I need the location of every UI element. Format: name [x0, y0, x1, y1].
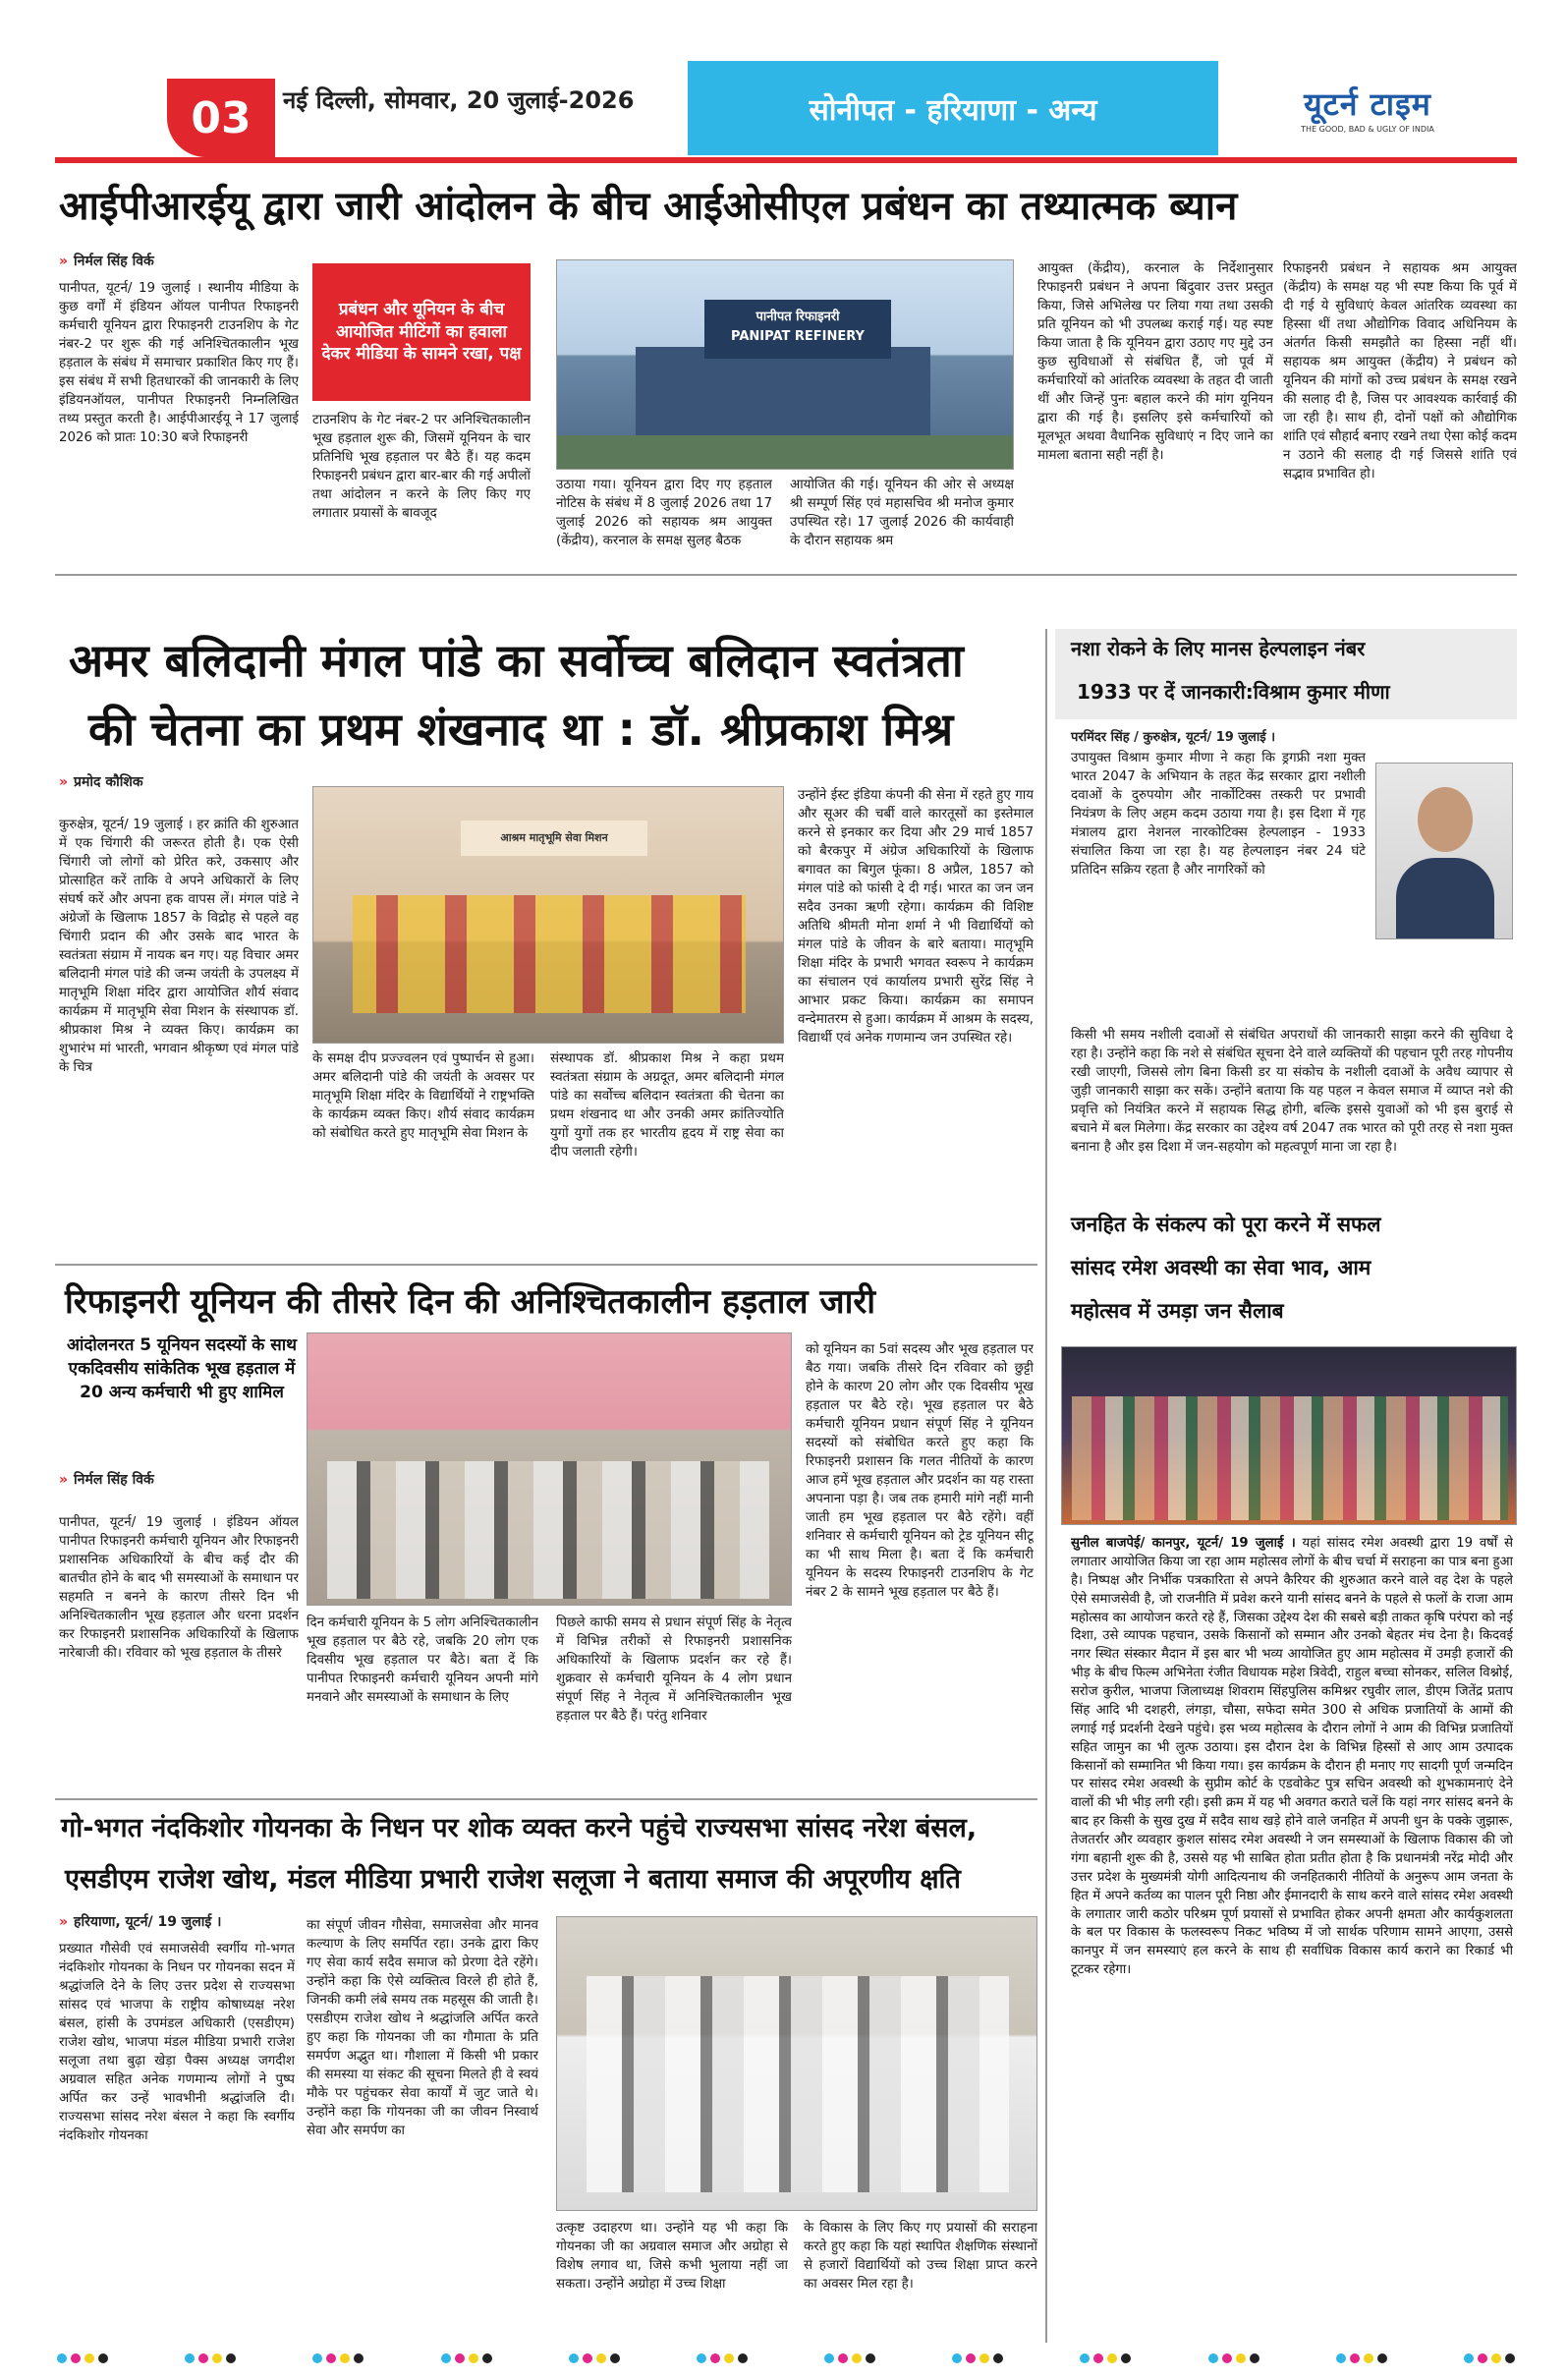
sidebar2-text: यहां सांसद रमेश अवस्थी द्वारा 19 वर्षों से लगातार आयोजित किया जा रहा आम महोत्सव लोगों के बीच चर्चा में सराहना का पात्र बना हुआ है। निष्पक्ष और निर्भीक पत्रकारिता से अपने कैरियर की शुरुआत करने वाले वह देश के पहले ऐसे समाजसेवी है, जो राजनीति में प्रवेश करने यानी सांसद बनने के पहले से फलों के राजा आम महोत्सव का आयोजन करते रहे हैं, जिसका उद्देश्य देश की सबसे बड़ी ताकत कृषि परंपरा को नई दिशा, उसे व्यापक पहचान, उसके किसानों को सम्मान और उनको बेहतर मंच देना है। किदवई नगर स्थित संस्कार मैदान में इस बार भी भव्य आयोजित हुए आम महोत्सव में उमड़ी हजारों की भीड़ के बीच फिल्म अभिनेता रंजीत विधायक महेश त्रिवेदी, राहुल बच्चा सोनकर, सलिल विश्नोई, सरोज कुरील, भाजपा जिलाध्यक्ष शिवराम सिंहपुलिस कमिश्नर रघुवीर लाल, डीएम जितेंद्र प्रताप सिंह आदि भी दशहरी, लंगड़ा, चौसा, सफेदा समेत 300 से अधिक प्रजातियों के आमों की लगाई गई प्रदर्शनी देखने पहुंचे। इस भव्य महोत्सव के दौरान लोगों ने आम की विभिन्न प्रजातियों सहित जामुन का भी लुत्फ उठाया। इस दौरान देश के विभिन्न हिस्सों से आए आम उत्पादक किसानों को सम्मानित भी किया गया। इस कार्यक्रम के दौरान ही मनाए गए सादगी पूर्ण जन्मदिन पर सांसद रमेश अवस्थी के सुप्रीम कोर्ट के एडवोकेट पुत्र सचिन अवस्थी को शुभकामनाएं देने वालों की भी भीड़ लगी रही। इसी क्रम में यह भी अवगत कराते चलें कि यहां नगर सांसद बनने के बाद हर किसी के सुख दुख में सदैव साथ खड़े होने वाले जनहित में अपनी धुन के पक्के जुझारू, तेजतर्रार और व्यवहार कुशल सांसद रमेश अवस्थी ने जन समस्याओं के खिलाफ विकास की जो गंगा बहानी शुरू की है, उससे यह भी साबित होता प्रतीत होता है कि प्रधानमंत्री नरेंद्र मोदी और उत्तर प्रदेश के मुख्यमंत्री योगी आदित्यनाथ की जनहितकारी नीतियों के अनुरूप आम जनता के हित में अपने कर्तव्य का पालन पूरी निष्ठा और ईमानदारी के साथ करने वाले सांसद रमेश अवस्थी के लगातार जारी कठोर परिश्रम पूर्ण प्रयासों से प्रभावित होकर अपनी क्षमता और कार्यकुशलता के बल पर विकास के फलस्वरूप निकट भविष्य में जो सार्थक परिणाम सामने आएगा, उससे कानपुर में जन समस्याएं हल करने के साथ ही सर्वाधिक विकास कार्य कराने का रिकार्ड भी टूटकर रहेगा। — [1071, 1536, 1513, 1978]
article4-headline-line1: गो-भगत नंदकिशोर गोयनका के निधन पर शोक व्यक्त करने पहुंचे राज्यसभा सांसद नरेश बंसल, — [61, 1813, 978, 1843]
article3-col2: दिन कर्मचारी यूनियन के 5 लोग अनिश्चितकालीन भूख हड़ताल पर बैठे रहे, जबकि 20 लोग एक दिवसीय भूख हड़ताल पर बैठे। बता दें कि पानीपत रिफाइनरी कर्मचारी यूनियन अपनी मांगे मनवाने और समस्याओं के समाधान के लिए — [307, 1615, 538, 1706]
dateline: नई दिल्ली, सोमवार, 20 जुलाई-2026 — [283, 86, 635, 114]
section-banner: सोनीपत - हरियाणा - अन्य — [688, 61, 1218, 155]
sidebar1-headline-line1: नशा रोकने के लिए मानस हेल्पलाइन नंबर — [1071, 637, 1366, 660]
article3-headline: रिफाइनरी यूनियन की तीसरे दिन की अनिश्चितकालीन हड़ताल जारी — [65, 1282, 876, 1322]
article4-col2: का संपूर्ण जीवन गौसेवा, समाजसेवा और मानव कल्याण के लिए समर्पित रहा। उनके द्वारा किए गए सेवा कार्य सदैव समाज को प्रेरणा देते रहेंगे। उन्होंने कहा कि ऐसे व्यक्तित्व विरले ही होते हैं, जिनकी कमी लंबे समय तक महसूस की जाती है। एसडीएम राजेश खोथ ने श्रद्धांजलि अर्पित करते हुए कहा कि गोयनका जी का गौमाता के प्रति समर्पण अद्भुत था। गौशाला में किसी भी प्रकार की समस्या या संकट की सूचना मिलते ही वे स्वयं मौके पर पहुंचकर सेवा कार्यों में जुट जाते थे। उन्होंने कहा कि गोयनका जी का जीवन निस्वार्थ सेवा और समर्पण का — [307, 1918, 538, 2139]
sidebar2-byline: सुनील बाजपेई/ कानपुर, यूटर्न/ 19 जुलाई । — [1071, 1536, 1296, 1551]
divider — [55, 1798, 1037, 1800]
article4-col1: प्रख्यात गौसेवी एवं समाजसेवी स्वर्गीय गो-भगत नंदकिशोर गोयनका के निधन पर गोयनका सदन में श्रद्धांजलि देने के लिए उत्तर प्रदेश से राज्यसभा सांसद एवं भाजपा के राष्ट्रीय कोषाध्यक्ष नरेश बंसल, हांसी के उपमंडल अधिकारी (एसडीएम) राजेश खोथ, भाजपा मंडल मीडिया प्रभारी राजेश सलूजा तथा बुढ़ा खेड़ा पैक्स अध्यक्ष जगदीश अग्रवाल सहित अनेक गणमान्य लोगों ने पुष्प अर्पित कर उन्हें भावभीनी श्रद्धांजलि दी। राज्यसभा सांसद नरेश बंसल ने कहा कि स्वर्गीय नंदकिशोर गोयनका — [59, 1942, 295, 2144]
sidebar1-text-bottom: किसी भी समय नशीली दवाओं से संबंधित अपराधों की जानकारी साझा करने की सुविधा दे रहा है। उन्होंने कहा कि नशे से संबंधित सूचना देने वाले व्यक्तियों की पहचान पूरी तरह गोपनीय रखी जाएगी, जिससे लोग बिना किसी डर या संकोच के नशीली दवाओं के अवैध व्यापार से जुड़ी जानकारी साझा कर सकें। उन्होंने बताया कि यह पहल न केवल समाज में व्याप्त नशे की प्रवृत्ति को नियंत्रित करने में सहायक सिद्ध होगी, बल्कि इससे युवाओं को भी इस बुराई से बचाने में बल मिलेगा। केंद्र सरकार का उद्देश्य वर्ष 2047 तक भारत को पूरी तरह से नशा मुक्त बनाना है और इस दिशा में जन-सहयोग को महत्वपूर्ण माना जा रहा है। — [1071, 1028, 1513, 1156]
article3-byline-text: निर्मल सिंह विर्क — [74, 1472, 154, 1488]
article2-col4: उन्होंने ईस्ट इंडिया कंपनी की सेना में रहते हुए गाय और सूअर की चर्बी वाले कारतूसों का इस्तेमाल करने से इनकार कर दिया और 29 मार्च 1857 को बैरकपुर में अंग्रेज अधिकारियों के खिलाफ बगावत का बिगुल फूंका। 8 अप्रैल, 1857 को मंगल पांडे को फांसी दे दी गई। भारत का जन जन सदैव उनका ऋणी रहेगा। कार्यक्रम की विशिष्ट अतिथि श्रीमती मोना शर्मा ने भी विद्यार्थियों को मंगल पांडे के जीवन के बारे बताया। मातृभूमि शिक्षा मंदिर के प्रभारी भगवत स्वरूप ने कार्यक्रम का संचालन एवं कार्यालय प्रभारी सुरेंद्र सिंह ने आभार प्रकट किया। कार्यक्रम का समापन वन्देमातरम से हुआ। कार्यक्रम में आश्रम के सदस्य, विद्यार्थी एवं अनेक गणमान्य जन उपस्थित रहे। — [798, 788, 1034, 1047]
article3-col3: पिछले काफी समय से प्रधान संपूर्ण सिंह के नेतृत्व में विभिन्न तरीकों से रिफाइनरी प्रशासनिक अधिकारियों के खिलाफ प्रदर्शन कर रहे हैं। शुक्रवार से कर्मचारी यूनियन के 4 लोग प्रधान संपूर्ण सिंह ने नेतृत्व में अनिश्चितकालीन भूख हड़ताल पर बैठे हैं। परंतु शनिवार — [556, 1615, 792, 1725]
article4-col4: के विकास के लिए किए गए प्रयासों की सराहना करते हुए कहा कि यहां स्थापित शैक्षणिक संस्थानों से हजारों विद्यार्थियों को उच्च शिक्षा प्राप्त करने का अवसर मिल रहा है। — [804, 2221, 1037, 2293]
divider — [55, 574, 1517, 576]
article2-byline: » प्रमोद कौशिक — [59, 774, 143, 790]
refinery-photo — [556, 259, 1014, 470]
article1-headline: आईपीआरईयू द्वारा जारी आंदोलन के बीच आईओसीएल प्रबंधन का तथ्यात्मक ब्यान — [59, 184, 1238, 229]
article3-byline: » निर्मल सिंह विर्क — [59, 1472, 154, 1488]
article1-col4: आयोजित की गई। यूनियन की ओर से अध्यक्ष श्री सम्पूर्ण सिंह एवं महासचिव श्री मनोज कुमार उपस्थित रहे। 17 जुलाई 2026 की कार्यवाही के दौरान सहायक श्रम — [790, 478, 1014, 549]
article2-byline-text: प्रमोद कौशिक — [74, 774, 143, 790]
mango-festival-photo — [1061, 1346, 1517, 1525]
sidebar1-text-top: उपायुक्त विश्राम कुमार मीणा ने कहा कि ड्रगफ्री नशा मुक्त भारत 2047 के अभियान के तहत केंद्र सरकार द्वारा नशीली दवाओं के दुरुपयोग और नार्कोटिक्स तस्करी पर प्रभावी नियंत्रण के लिए अहम कदम उठाया गया है। इस दिशा में गृह मंत्रालय द्वारा नेशनल नारकोटिक्स हेल्पलाइन - 1933 संचालित किया जा रहा है। यह हेल्पलाइन नंबर 24 घंटे प्रतिदिन सक्रिय रहता है और नागरिकों को — [1071, 751, 1366, 878]
page-number: 03 — [167, 79, 275, 157]
article4-col3: उत्कृष्ट उदाहरण था। उन्होंने यह भी कहा कि गोयनका जी का अग्रवाल समाज और अग्रोहा से विशेष लगाव था, जिसे कभी भुलाया नहीं जा सकता। उन्होंने अग्रोहा में उच्च शिक्षा — [556, 2221, 788, 2293]
masthead — [1218, 61, 1517, 155]
official-portrait — [1375, 763, 1513, 939]
article2-col1: कुरुक्षेत्र, यूटर्न/ 19 जुलाई । हर क्रांति की शुरुआत में एक चिंगारी की जरूरत होती है। एक ऐसी चिंगारी जो लोगों को प्रेरित करे, उकसाए और प्रोत्साहित करें ताकि वे अपने अधिकारों के लिए संघर्ष करें और अपना हक वापस लें। मंगल पांडे ने अंग्रेजों के खिलाफ 1857 के विद्रोह से पहले वह चिंगारी प्रदान की और उसके बाद भारत के स्वतंत्रता संग्राम में नायक बन गए। यह विचार अमर बलिदानी मंगल पांडे की जन्म जयंती के उपलक्ष्य में मातृभूमि शिक्षा मंदिर द्वारा आयोजित शौर्य संवाद कार्यक्रम में मातृभूमि सेवा मिशन के संस्थापक डॉ. श्रीप्रकाश मिश्र ने व्यक्त किए। कार्यक्रम का शुभारंभ मां भारती, भगवान श्रीकृष्ण एवं मंगल पांडे के चित्र — [59, 818, 299, 1076]
masthead-name: यूटर्न टाइम — [1304, 85, 1431, 123]
article1-col2: टाउनशिप के गेट नंबर-2 पर अनिश्चितकालीन भूख हड़ताल शुरू की, जिसमें यूनियन के चार प्रतिनिधि भूख हड़ताल पर बैठे हैं। यह कदम रिफाइनरी प्रबंधन द्वारा बार-बार की गई अपीलों तथा आंदोलन न करने के लिए किए गए लगातार प्रयासों के बावजूद — [312, 413, 531, 522]
divider — [55, 1264, 1037, 1266]
refinery-sign-english: PANIPAT REFINERY — [731, 328, 865, 344]
article1-byline-text: निर्मल सिंह विर्क — [74, 254, 154, 269]
article4-byline: » हरियाणा, यूटर्न/ 19 जुलाई । — [59, 1914, 222, 1930]
article2-headline-line2: की चेतना का प्रथम शंखनाद था : डॉ. श्रीप्रकाश मिश्र — [88, 703, 954, 756]
column-divider — [1045, 629, 1047, 2343]
article2-headline-line1: अमर बलिदानी मंगल पांडे का सर्वोच्च बलिदान स्वतंत्रता — [69, 634, 964, 687]
sidebar1-headline-line2: 1933 पर दें जानकारी:विश्राम कुमार मीणा — [1077, 680, 1390, 704]
article3-subhead: आंदोलनरत 5 यूनियन सदस्यों के साथ एकदिवसीय सांकेतिक भूख हड़ताल में 20 अन्य कर्मचारी भी हुए शामिल — [66, 1335, 298, 1402]
article1-byline: » निर्मल सिंह विर्क — [59, 254, 154, 269]
strike-photo — [307, 1332, 792, 1606]
article1-col5: आयुक्त (केंद्रीय), करनाल के निर्देशानुसार रिफाइनरी प्रबंधन ने अपना बिंदुवार उत्तर प्रस्तुत किया, जिसे अभिलेख पर लिया गया तथा उसकी प्रति यूनियन को भी उपलब्ध कराई गई। यह स्पष्ट किया जाता है कि यूनियन द्वारा उठाए गए मुद्दे उन कुछ सुविधाओं से संबंधित हैं, जो पूर्व में कर्मचारियों को आंतरिक व्यवस्था के तहत दी जाती थीं और जिन्हें पुनः बहाल करने की मांग यूनियन द्वारा की गई है। इसलिए इसे कर्मचारियों को मूलभूत अथवा वैधानिक सुविधाएं न दिए जाने का मामला बताना सही नहीं है। — [1037, 261, 1273, 464]
condolence-photo — [556, 1916, 1037, 2211]
article4-byline-text: हरियाणा, यूटर्न/ 19 जुलाई । — [74, 1914, 222, 1930]
article1-col3: उठाया गया। यूनियन द्वारा दिए गए हड़ताल नोटिस के संबंध में 8 जुलाई 2026 तथा 17 जुलाई 2026 को सहायक श्रम आयुक्त (केंद्रीय), करनाल के समक्ष सुलह बैठक — [556, 478, 772, 549]
sidebar2-headline-line3: महोत्सव में उमड़ा जन सैलाब — [1071, 1299, 1284, 1323]
article1-highlight: प्रबंधन और यूनियन के बीच आयोजित मीटिंगों का हवाला देकर मीडिया के सामने रखा, पक्ष — [312, 263, 531, 401]
sidebar2-headline-line2: सांसद रमेश अवस्थी का सेवा भाव, आम — [1071, 1256, 1371, 1279]
article3-col1: पानीपत, यूटर्न/ 19 जुलाई । इंडियन ऑयल पानीपत रिफाइनरी कर्मचारी यूनियन और रिफाइनरी प्रशासनिक अधिकारियों के बीच कई दौर की बातचीत होने के बाद भी समस्याओं के समाधान पर सहमति न बनने के कारण तीसरे दिन भी अनिश्चितकालीन भूख हड़ताल और धरना प्रदर्शन कर रिफाइनरी प्रशासनिक अधिकारियों के खिलाफ नारेबाजी की। रविवार को भूख हड़ताल के तीसरे — [59, 1515, 299, 1662]
print-registration-marks — [55, 2351, 1517, 2366]
sidebar1-byline: परमिंदर सिंह / कुरुक्षेत्र, यूटर्न/ 19 जुलाई । — [1071, 730, 1276, 745]
sidebar2-headline-line1: जनहित के संकल्प को पूरा करने में सफल — [1071, 1213, 1381, 1236]
ashram-event-photo — [312, 786, 784, 1044]
ashram-banner: आश्रम मातृभूमि सेवा मिशन — [461, 821, 647, 856]
masthead-tagline: THE GOOD, BAD & UGLY OF INDIA — [1301, 125, 1434, 134]
article3-col4: को यूनियन का 5वां सदस्य और भूख हड़ताल पर बैठ गया। जबकि तीसरे दिन रविवार को छुट्टी होने के कारण 20 लोग और एक दिवसीय भूख हड़ताल पर बैठे रहे। भूख हड़ताल पर बैठे कर्मचारी यूनियन प्रधान संपूर्ण सिंह ने यूनियन सदस्यों को संबोधित करते हुए कहा कि रिफाइनरी प्रशासन कि गलत नीतियों के कारण आज हमें भूख हड़ताल और प्रदर्शन का यह रास्ता अपनाना पड़ा है। जब तक हमारी मांगे नहीं मानी जाती हम भूख हड़ताल पर बैठे रहेंगे। वहीं शनिवार से कर्मचारी यूनियन को ट्रेड यूनियन सीटू का भी साथ मिला है। बता दें कि कर्मचारी यूनियन के सदस्य रिफाइनरी टाउनशिप के गेट नंबर 2 के सामने भूख हड़ताल पर बैठे हैं। — [806, 1342, 1034, 1601]
article4-headline-line2: एसडीएम राजेश खोथ, मंडल मीडिया प्रभारी राजेश सलूजा ने बताया समाज की अपूरणीय क्षति — [65, 1864, 961, 1895]
article2-col2: के समक्ष दीप प्रज्ज्वलन एवं पुष्पार्चन से हुआ। अमर बलिदानी पांडे की जयंती के अवसर पर मातृभूमि शिक्षा मंदिर के विद्यार्थियों ने राष्ट्रभक्ति के कार्यक्रम व्यक्त किए। शौर्य संवाद कार्यक्रम को संबोधित करते हुए मातृभूमि सेवा मिशन के — [312, 1051, 534, 1142]
article2-col3: संस्थापक डॉ. श्रीप्रकाश मिश्र ने कहा प्रथम स्वतंत्रता संग्राम के अग्रदूत, अमर बलिदानी मंगल पांडे का सर्वोच्च बलिदान स्वतंत्रता की चेतना का प्रथम शंखनाद था और उनकी अमर क्रांतिज्योति युगों युगों तक हर भारतीय हृदय में राष्ट्र सेवा का दीप जलाती रहेगी। — [550, 1051, 784, 1161]
header-rule — [55, 157, 1517, 163]
refinery-sign-hindi: पानीपत रिफाइनरी — [756, 310, 840, 324]
article1-col1: पानीपत, यूटर्न/ 19 जुलाई । स्थानीय मीडिया के कुछ वर्गों में इंडियन ऑयल पानीपत रिफाइनरी कर्मचारी यूनियन द्वारा रिफाइनरी टाउनशिप के गेट नंबर-2 पर शुरू की गई अनिश्चितकालीन भूख हड़ताल के संबंध में समाचार प्रकाशित किए गए हैं। इस संबंध में सभी हितधारकों की जानकारी के लिए इंडियनऑयल, पानीपत रिफाइनरी निम्नलिखित तथ्य प्रस्तुत करती है। आईपीआरईयू ने 17 जुलाई 2026 को प्रातः 10:30 बजे रिफाइनरी — [59, 281, 299, 446]
sidebar2-body — [1071, 1535, 1513, 2337]
article1-col6: रिफाइनरी प्रबंधन ने सहायक श्रम आयुक्त (केंद्रीय) के समक्ष यह भी स्पष्ट किया कि पूर्व में दी गई ये सुविधाएं केवल आंतरिक व्यवस्था का हिस्सा थीं तथा औद्योगिक विवाद अधिनियम के अंतर्गत किसी समझौते का हिस्सा नहीं थीं। सहायक श्रम आयुक्त (केंद्रीय) ने प्रबंधन को यूनियन की मांगों को उच्च प्रबंधन के समक्ष रखने की सलाह दी है, जिस पर आवश्यक कार्रवाई की जा रही है। साथ ही, दोनों पक्षों को औद्योगिक शांति एवं सौहार्द बनाए रखने तथा ऐसा कोई कदम न उठाने की सलाह दी गई जिससे शांति एवं सद्भाव प्रभावित हो। — [1283, 261, 1517, 482]
